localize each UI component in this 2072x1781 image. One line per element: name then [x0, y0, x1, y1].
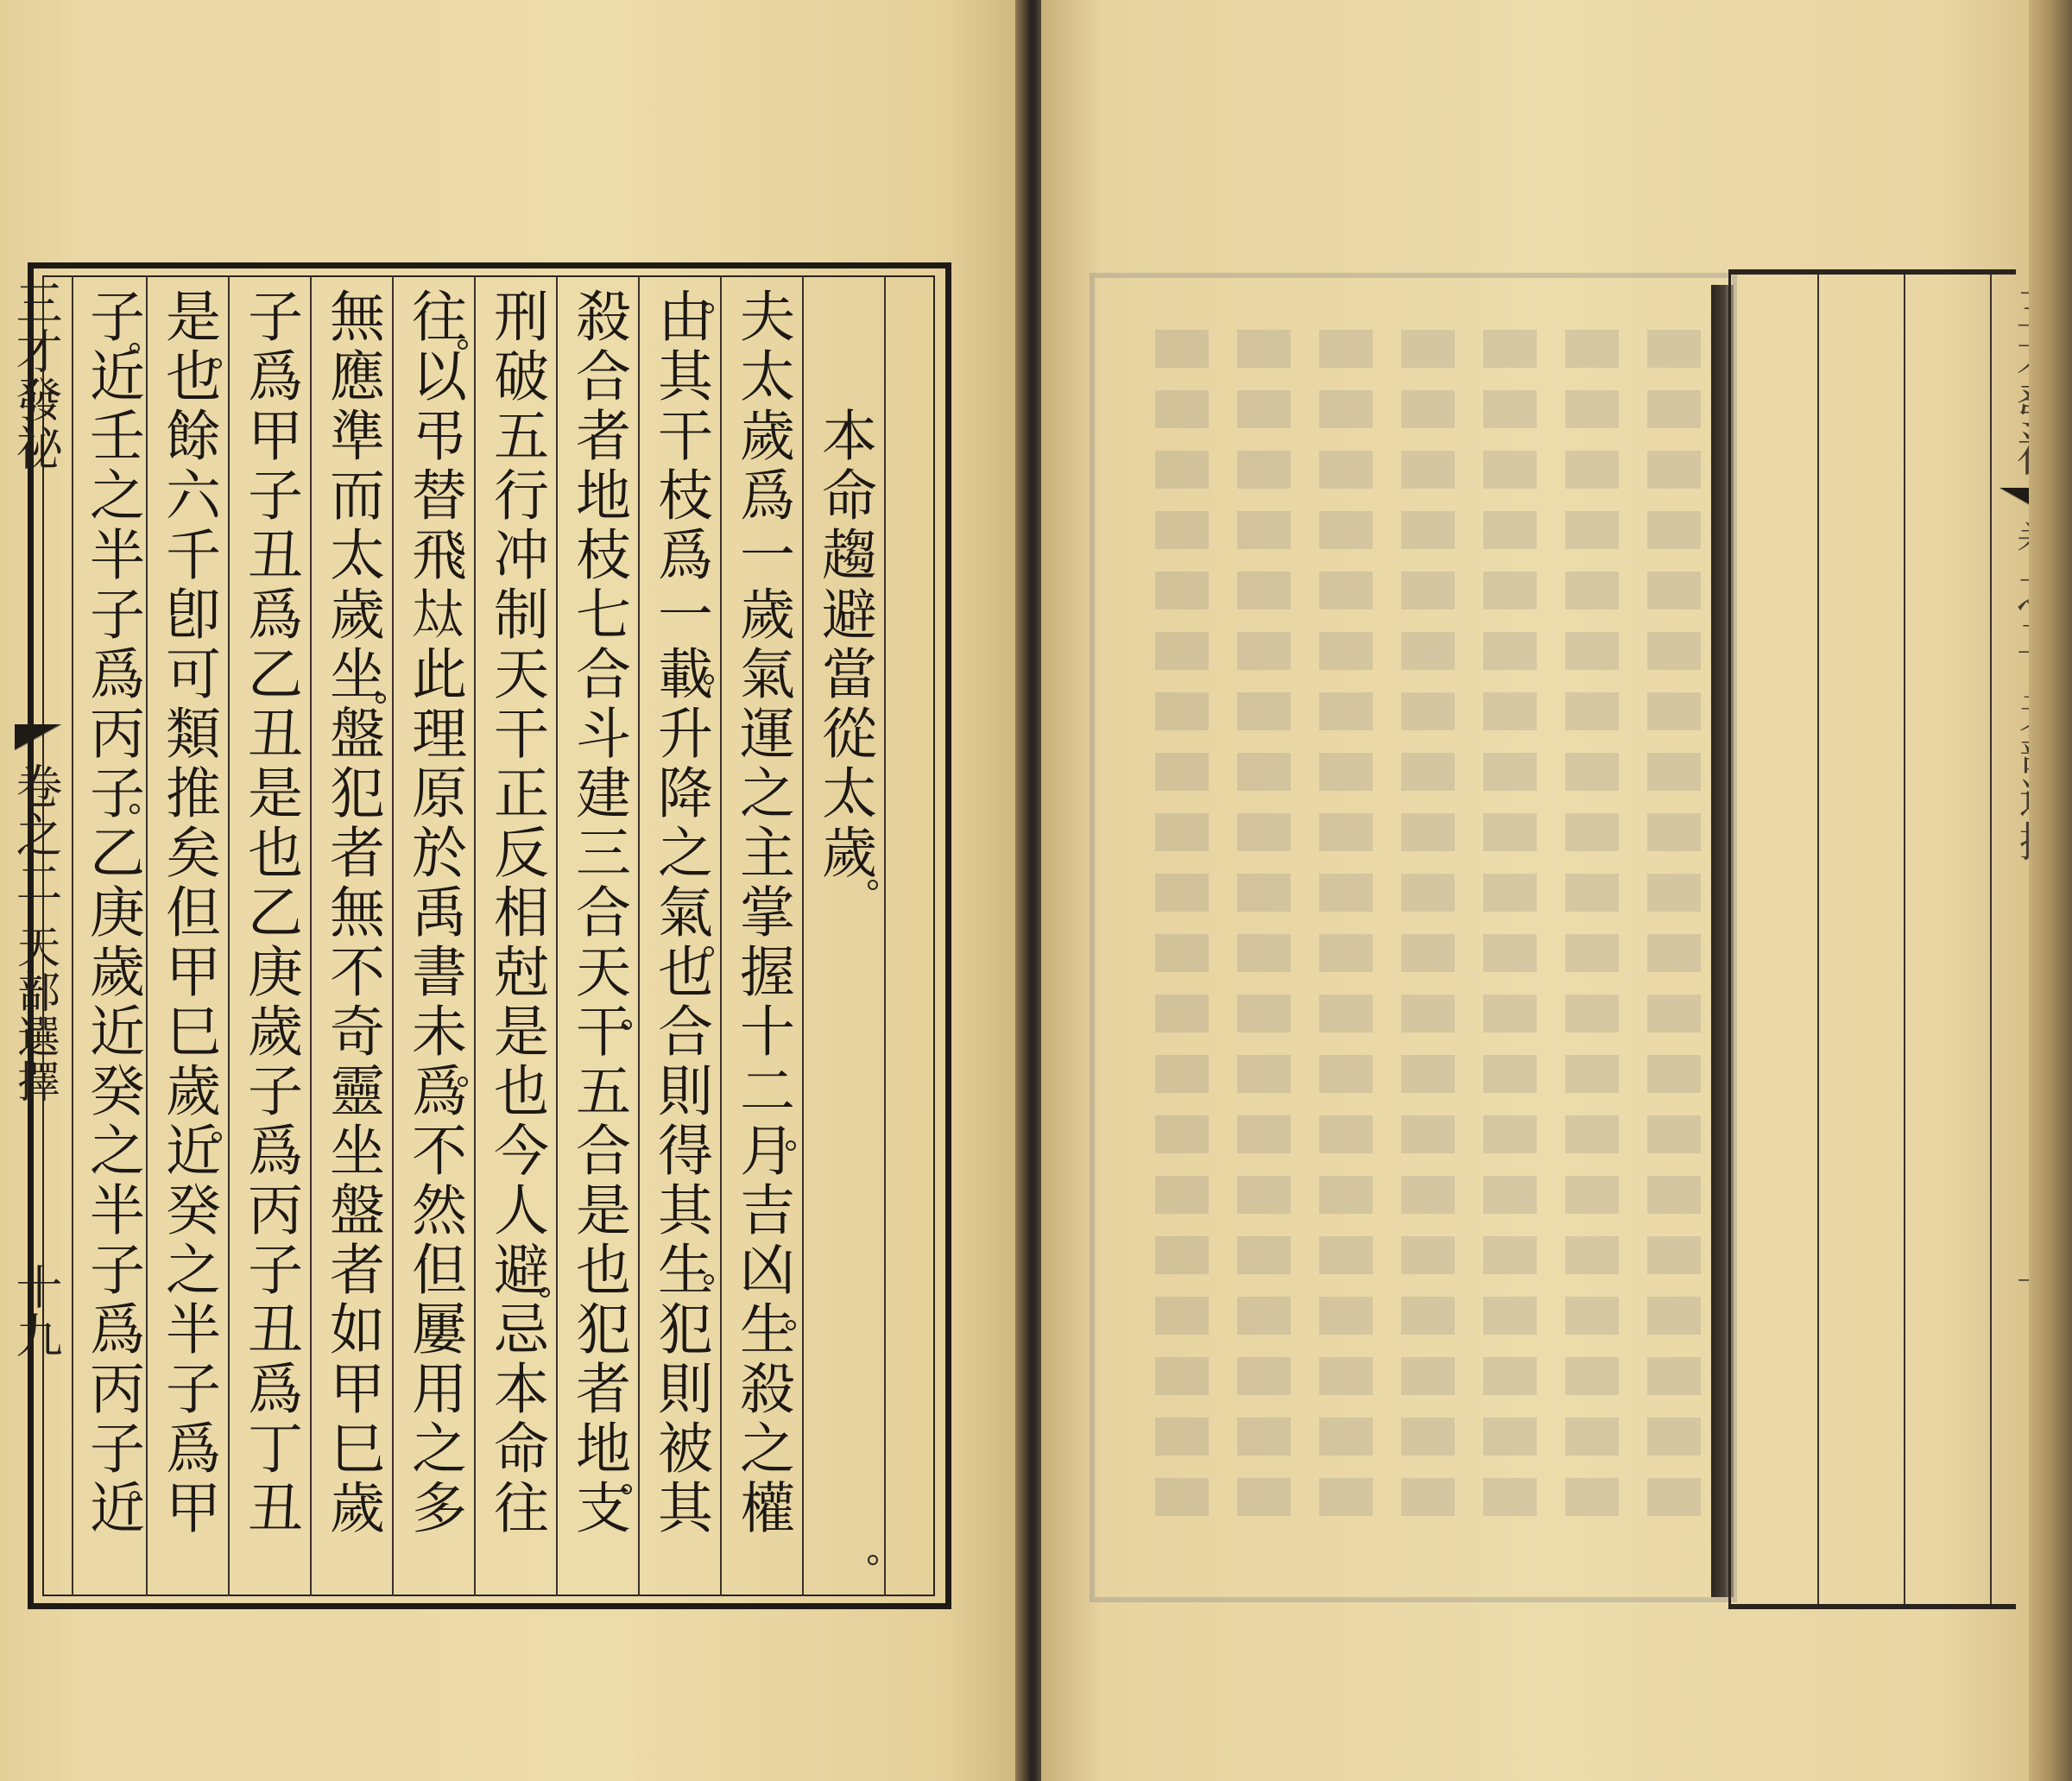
chapter-heading: 本命趨避當從太歲: [812, 407, 876, 883]
banknote-volume: 卷之二: [9, 762, 63, 907]
column-rule: [720, 275, 722, 1596]
body-column-9: 子近壬之半子爲丙子乙庚歲近癸之半子爲丙子近: [80, 287, 144, 1538]
left-page: [0, 0, 1027, 1781]
body-column-2: 由其干枝爲一載升降之氣也合則得其生犯則被其: [648, 287, 712, 1538]
punctuation-mark: [786, 1140, 796, 1151]
bleed-through-column: [1155, 330, 1209, 1538]
punctuation-mark: [130, 1491, 140, 1501]
bleed-through-column: [1237, 330, 1291, 1538]
punctuation-mark: [540, 1287, 550, 1298]
page-edges: [2029, 0, 2072, 1781]
column-rule: [1817, 275, 1819, 1604]
column-rule: [1990, 275, 1992, 1604]
column-rule: [146, 275, 148, 1596]
column-rule: [474, 275, 476, 1596]
bleed-through-column: [1483, 330, 1537, 1538]
column-rule: [392, 275, 394, 1596]
punctuation-mark: [786, 1320, 796, 1330]
column-rule: [310, 275, 312, 1596]
column-rule: [802, 275, 804, 1596]
right-page-frame: [1728, 269, 2016, 1609]
punctuation-mark: [704, 303, 714, 313]
punctuation-mark: [130, 343, 140, 353]
body-column-5: 往以弔替飛𡘋此理原於禹書未爲不然但屢用之多: [402, 287, 466, 1538]
punctuation-mark: [622, 1484, 632, 1494]
bleed-through-column: [1565, 330, 1619, 1538]
body-column-1: 夫太歲爲一歲氣運之主掌握十二月吉凶生殺之權: [730, 287, 794, 1538]
body-column-6: 無應準而太歲坐盤犯者無不奇靈坐盤者如甲巳歲: [320, 287, 384, 1538]
punctuation-mark: [458, 339, 468, 350]
column-rule: [228, 275, 230, 1596]
banknote-section: 天部選擇: [10, 925, 60, 1104]
punctuation-mark: [376, 693, 386, 704]
body-column-4: 刑破五行冲制天干正反相尅是也今人避忌本命往: [484, 287, 548, 1538]
bleed-through-column: [1319, 330, 1373, 1538]
bleed-through-column: [1401, 330, 1455, 1538]
body-column-8: 是也餘六千卽可類推矣但甲巳歲近癸之半子爲甲: [156, 287, 220, 1538]
punctuation-mark: [212, 358, 222, 369]
banknote-column: [9, 268, 63, 1603]
bleed-through-frame: [1090, 273, 1737, 1602]
punctuation-mark: [868, 1555, 878, 1565]
text-frame: [9, 262, 951, 1609]
column-rule: [884, 275, 886, 1596]
punctuation-mark: [622, 1020, 632, 1030]
banknote-book-title: 三才發祕: [9, 279, 63, 472]
punctuation-mark: [704, 674, 714, 685]
punctuation-mark: [212, 1132, 222, 1142]
punctuation-mark: [704, 1274, 714, 1285]
punctuation-mark: [130, 804, 140, 814]
punctuation-mark: [704, 946, 714, 957]
banknote-leaf-number: 十九: [9, 1263, 63, 1360]
bleed-through-column: [1647, 330, 1701, 1538]
body-column-3: 殺合者地枝七合斗建三合天干五合是也犯者地支: [566, 287, 630, 1538]
column-rule: [1904, 275, 1905, 1604]
punctuation-mark: [868, 880, 878, 890]
fishtail-mark: [15, 724, 61, 750]
punctuation-mark: [458, 1077, 468, 1087]
column-rule: [72, 275, 73, 1596]
body-column-7: 子爲甲子丑爲乙丑是也乙庚歲子爲丙子丑爲丁丑: [238, 287, 302, 1538]
column-rule: [638, 275, 640, 1596]
column-rule: [556, 275, 558, 1596]
